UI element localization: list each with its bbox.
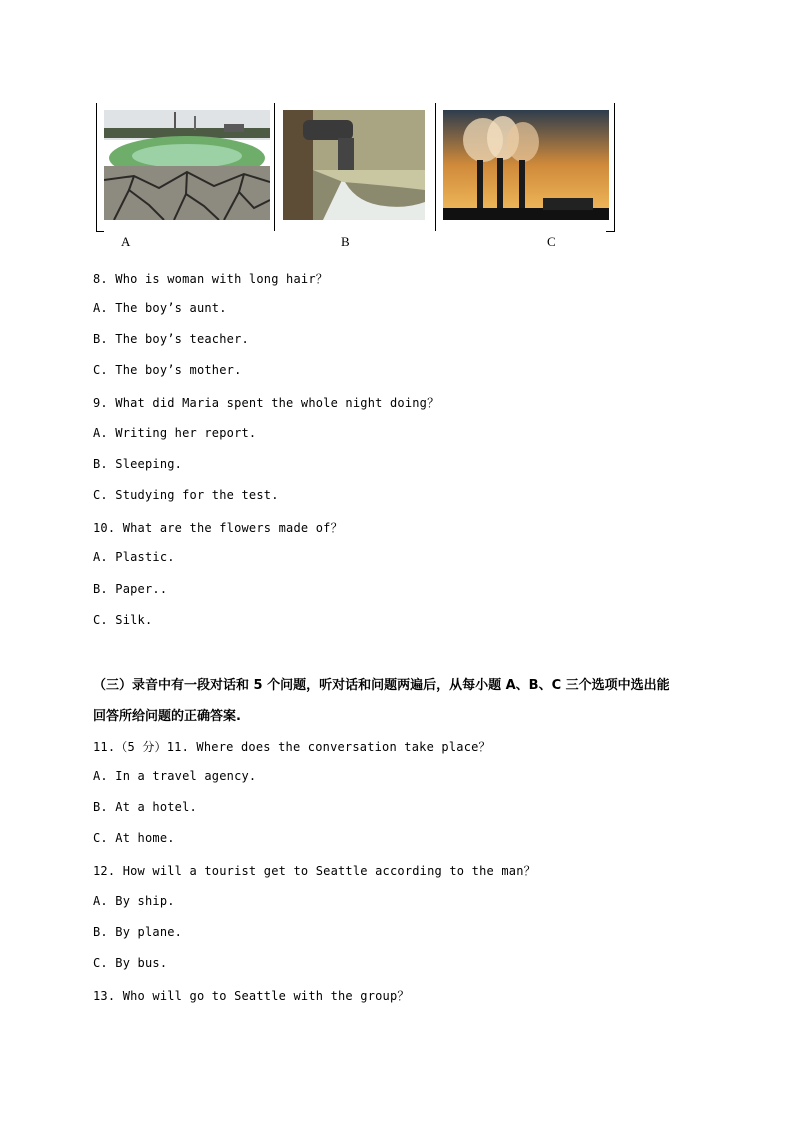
question-11: 11.（5 分）11. Where does the conversation take place？	[93, 740, 491, 754]
table-border-bottom-left	[96, 231, 104, 232]
image-a-dry-lakebed	[104, 110, 270, 220]
q8-option-c: C. The boy’s mother.	[93, 363, 242, 377]
question-10: 10. What are the flowers made of？	[93, 521, 343, 535]
section3-instruction-line1: （三）录音中有一段对话和 5 个问题，听对话和问题两遍后，从每小题 A、B、C 三个选项中选出能	[93, 678, 670, 693]
q9-option-a: A. Writing her report.	[93, 426, 257, 440]
q12-option-c: C. By bus.	[93, 956, 168, 970]
q8-option-a: A. The boy’s aunt.	[93, 301, 227, 315]
q11-option-c: C. At home.	[93, 831, 175, 845]
table-border-mid2	[435, 103, 436, 231]
q9-option-b: B. Sleeping.	[93, 457, 183, 471]
image-c-smokestacks	[443, 110, 609, 220]
q10-option-c: C. Silk.	[93, 613, 153, 627]
q12-option-b: B. By plane.	[93, 925, 183, 939]
caption-b: B	[341, 234, 350, 249]
image-options-table	[96, 103, 616, 233]
question-9: 9. What did Maria spent the whole night doing？	[93, 396, 440, 410]
question-13: 13. Who will go to Seattle with the group？	[93, 989, 410, 1003]
q10-option-a: A. Plastic.	[93, 550, 175, 564]
q8-option-b: B. The boy’s teacher.	[93, 332, 249, 346]
question-8: 8. Who is woman with long hair？	[93, 272, 328, 286]
q9-option-c: C. Studying for the test.	[93, 488, 279, 502]
section3-instruction-line2: 回答所给问题的正确答案.	[93, 709, 241, 724]
table-border-mid1	[274, 103, 275, 231]
q11-option-a: A. In a travel agency.	[93, 769, 257, 783]
q10-option-b: B. Paper..	[93, 582, 168, 596]
image-b-sewage-pipe	[283, 110, 425, 220]
caption-a: A	[121, 234, 131, 249]
caption-c: C	[547, 234, 556, 249]
table-border-bottom-right	[606, 231, 615, 232]
question-12: 12. How will a tourist get to Seattle according to the man？	[93, 864, 536, 878]
q12-option-a: A. By ship.	[93, 894, 175, 908]
table-border-right	[614, 103, 615, 231]
q11-option-b: B. At a hotel.	[93, 800, 197, 814]
table-border-left	[96, 103, 97, 231]
